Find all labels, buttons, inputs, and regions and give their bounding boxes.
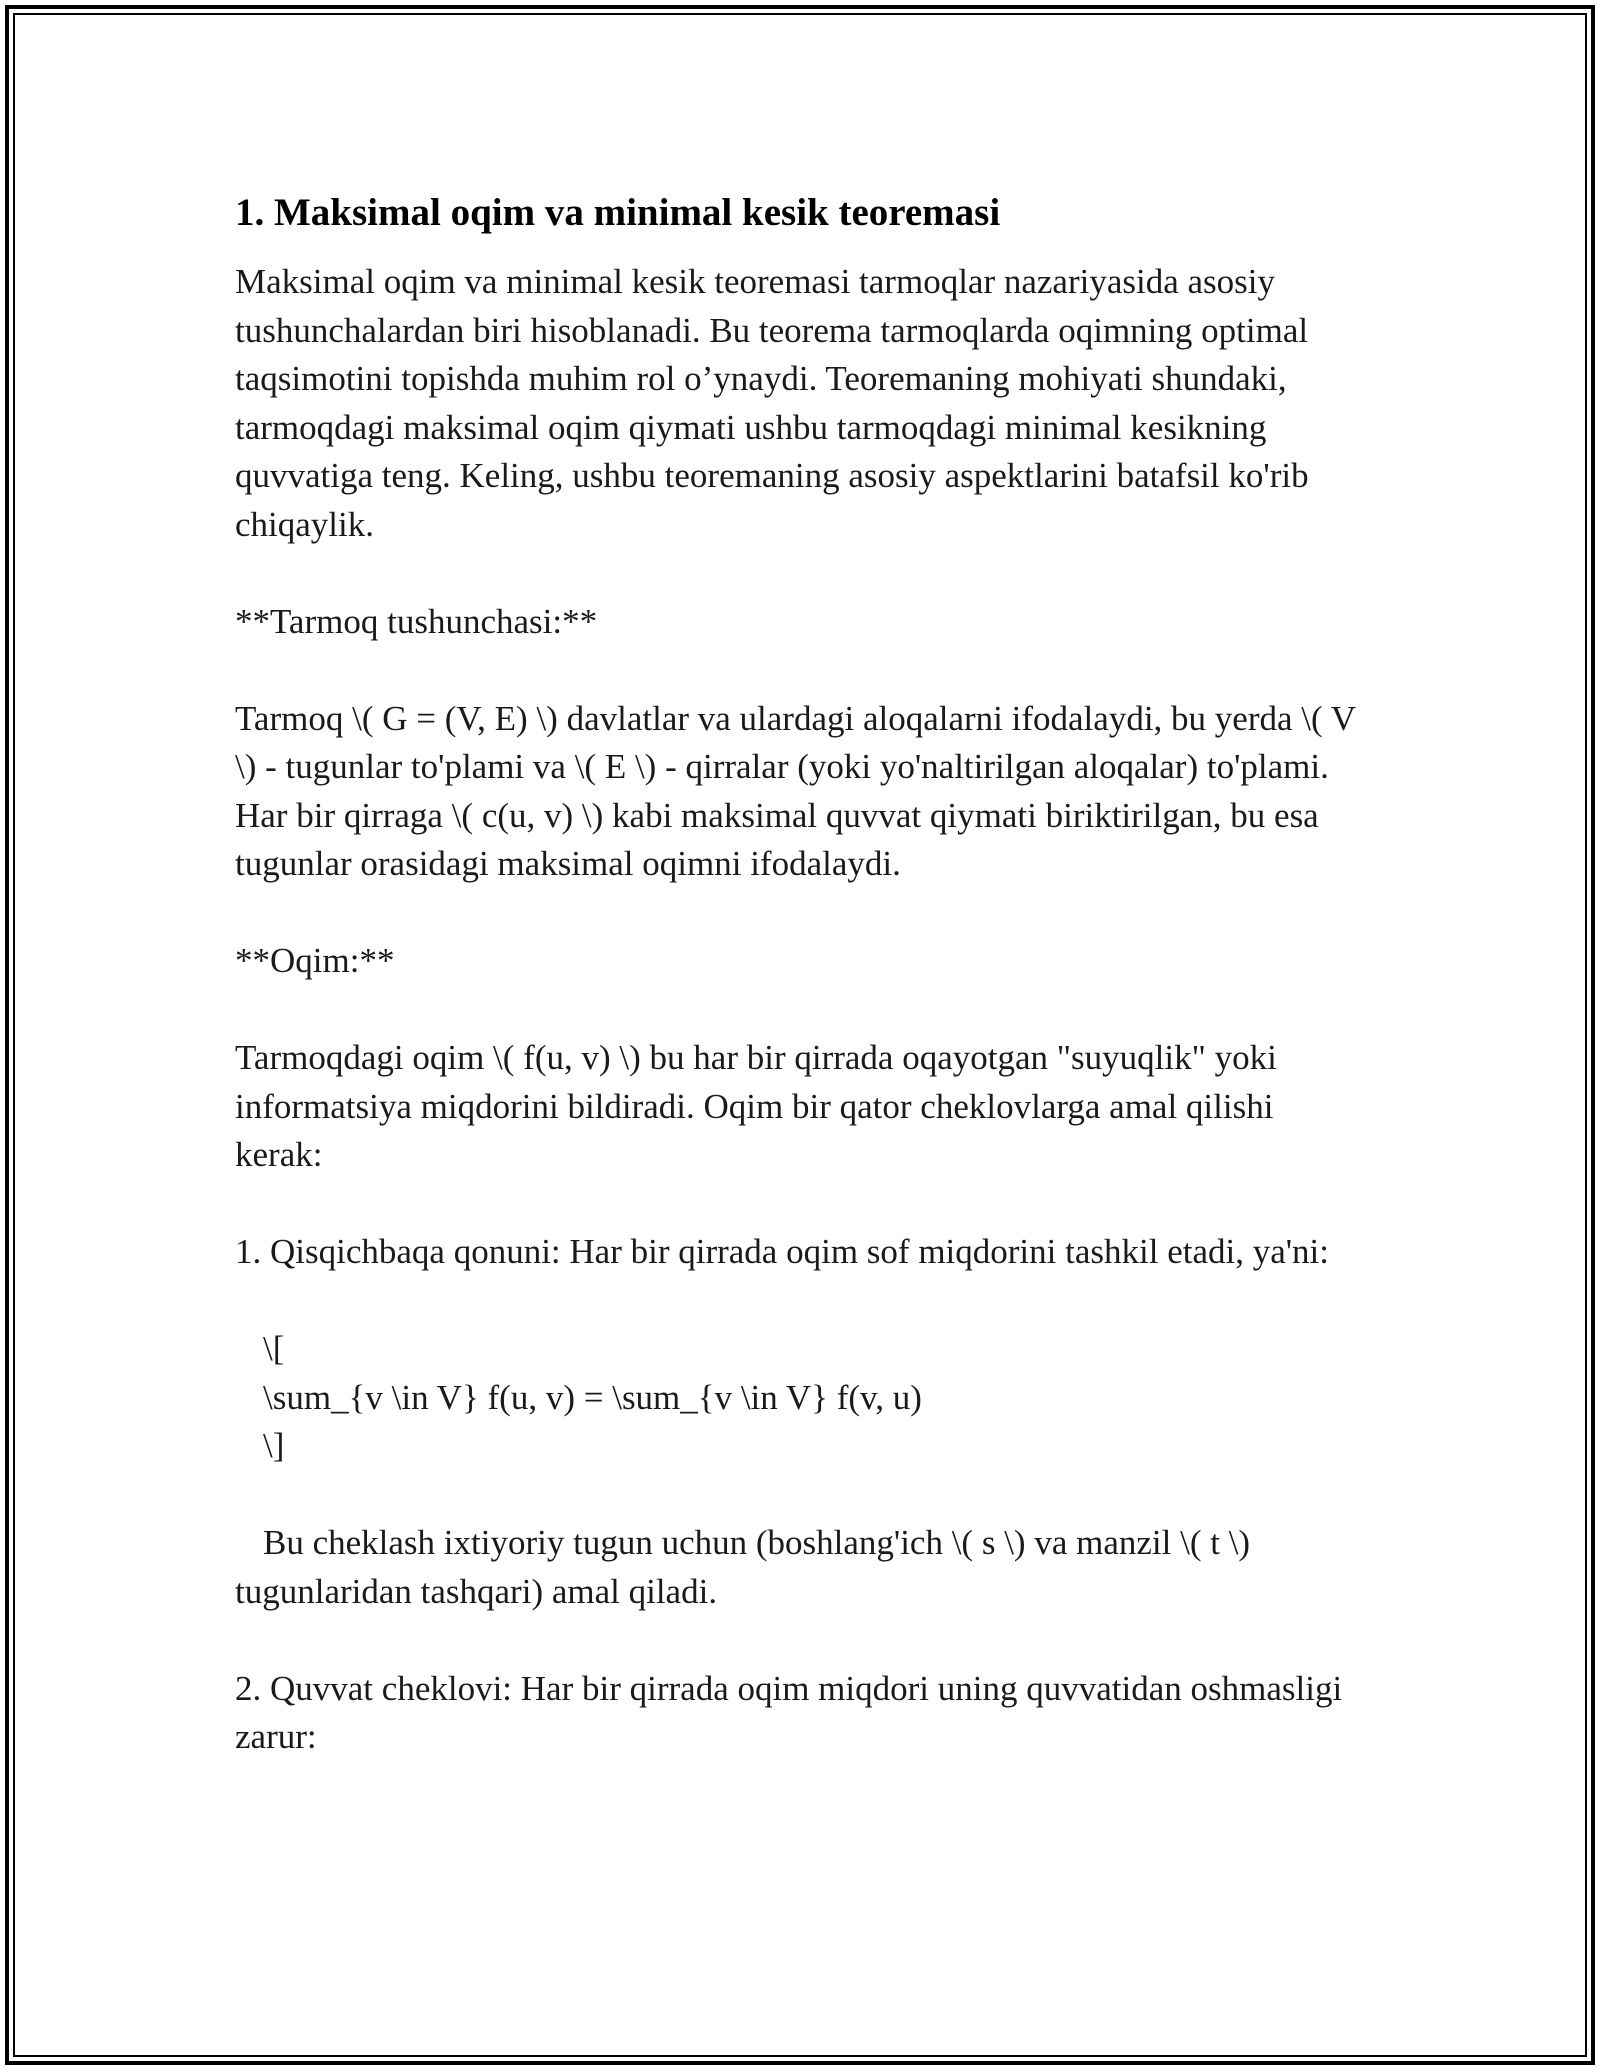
spacer bbox=[235, 646, 1365, 695]
rule1-note-line1: Bu cheklash ixtiyoriy tugun uchun (boshlang'ich \( s \) va manzil \( t \) bbox=[263, 1523, 1251, 1562]
intro-paragraph: Maksimal oqim va minimal kesik teoremasi tarmoqlar nazariyasida asosiy tushunchalardan biri hisoblanadi. Bu teorema tarmoqlarda oqimning optimal taqsimotini topishda muhim rol o’ynaydi. Teoremaning mohiyati shundaki, tarmoqdagi maksimal oqim qiymati ushbu tarmoqdagi minimal kesikning quvvatiga teng. Keling, ushbu teoremaning asosiy aspektlarini batafsil ko'rib chiqaylik. bbox=[235, 262, 1309, 544]
document-body bbox=[235, 188, 1365, 1762]
formula-close: \] bbox=[263, 1426, 285, 1465]
rule1-paragraph: 1. Qisqichbaqa qonuni: Har bir qirrada oqim sof miqdorini tashkil etadi, ya'ni: bbox=[235, 1232, 1330, 1271]
formula-body: \sum_{v \in V} f(u, v) = \sum_{v \in V} f(v, u) bbox=[263, 1377, 922, 1417]
network-paragraph: Tarmoq \( G = (V, E) \) davlatlar va ulardagi aloqalarni ifodalaydi, bu yerda \( V \) - tugunlar to'plami va \( E \) - qirralar (yoki yo'naltirilgan aloqalar) to'plami. Har bir qirraga \( c(u, v) \) kabi maksimal quvvat qiymati biriktirilgan, bu esa tugunlar orasidagi maksimal oqimni ifodalaydi. bbox=[235, 698, 1356, 883]
spacer bbox=[235, 1277, 1365, 1326]
flow-paragraph: Tarmoqdagi oqim \( f(u, v) \) bu har bir qirrada oqayotgan "suyuqlik" yoki informatsiya miqdorini bildiradi. Oqim bir qator cheklovlarga amal qilishi kerak: bbox=[235, 1038, 1277, 1174]
flow-heading: **Oqim:** bbox=[235, 941, 395, 980]
network-heading: **Tarmoq tushunchasi:** bbox=[235, 601, 598, 641]
section-title: 1. Maksimal oqim va minimal kesik teoremasi bbox=[235, 191, 1001, 234]
spacer bbox=[235, 1180, 1365, 1229]
spacer bbox=[235, 549, 1365, 598]
rule1-note-line2: tugunlaridan tashqari) amal qiladi. bbox=[235, 1571, 718, 1611]
spacer bbox=[235, 986, 1365, 1035]
spacer bbox=[235, 889, 1365, 938]
formula-open: \[ bbox=[263, 1329, 285, 1368]
spacer bbox=[235, 1471, 1365, 1520]
rule2-paragraph: 2. Quvvat cheklovi: Har bir qirrada oqim miqdori uning quvvatidan oshmasligi zarur: bbox=[235, 1668, 1343, 1756]
spacer bbox=[235, 1616, 1365, 1665]
